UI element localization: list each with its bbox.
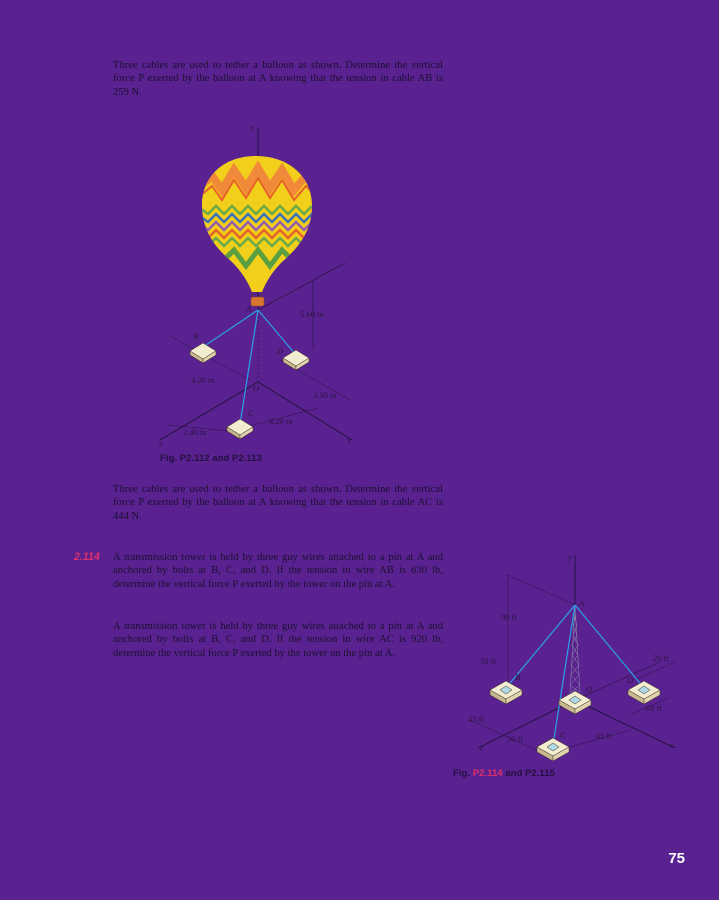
fig2-dim-c-x: 30 ft	[507, 734, 523, 744]
fig1-dim-od-x: 3.30 m	[313, 390, 337, 400]
page-number: 75	[668, 850, 685, 867]
fig1-point-a: A	[246, 304, 252, 314]
problem-2-112-text: Three cables are used to tether a balloon as shown. Determine the vertical force P exerted by the balloon at A knowing that the tension in cable AB is 259 N.	[113, 60, 443, 98]
fig1-point-b: B	[193, 331, 199, 341]
fig1-point-o: O	[253, 383, 260, 393]
problem-2-115-text: A transmission tower is held by three guy wires attached to a pin at A and anchored by bolts at B, C, and D. If the tension in wire AC is 920 lb, determine the vertical force P exerted by the tower on the pin at A.	[113, 621, 443, 659]
fig2-point-o: O	[586, 684, 593, 694]
fig1-point-d: D	[277, 346, 284, 356]
tower	[570, 605, 580, 693]
fig2-dim-d-x: 20 ft	[653, 653, 669, 663]
fig2-dim-b-x: 30 ft	[480, 656, 496, 666]
fig2-point-a: A	[579, 598, 585, 608]
problem-2-114-number: 2.114	[74, 551, 100, 563]
fig1-point-c: C	[248, 408, 254, 418]
fig2-caption-prefix: Fig.	[453, 768, 471, 779]
fig2-dim-height: 90 ft	[501, 612, 517, 622]
problem-2-113-text: Three cables are used to tether a balloon as shown. Determine the vertical force P exerted by the balloon at A knowing that the tension in cable AC is 444 N.	[113, 484, 443, 522]
fig1-axis-y-label: y	[250, 122, 254, 132]
tower-anchor-c	[537, 738, 569, 761]
fig2-point-d: D	[627, 675, 634, 685]
tower-anchor-o	[559, 691, 591, 714]
fig2-axis-x-label: x	[670, 740, 674, 750]
fig2-dim-d-z: 60 ft	[646, 703, 662, 713]
fig1-axis-x-label: x	[347, 435, 351, 445]
fig2-point-b: B	[515, 672, 521, 682]
fig2-caption-suffix: and P2.115	[505, 768, 555, 779]
fig1-dim-oc-x: 4.20 m	[269, 416, 293, 426]
fig2-axis-z-label: z	[480, 742, 484, 752]
fig1-dim-oc-z: 2.40 m	[183, 427, 207, 437]
fig1-dim-ob-x: 4.20 m	[191, 375, 215, 385]
fig2-dim-b-z: 45 ft	[468, 714, 484, 724]
fig2-axis-y-label: y	[568, 552, 572, 562]
fig2-caption	[453, 768, 555, 779]
tower-anchor-b	[490, 681, 522, 704]
fig2-point-c: C	[560, 730, 566, 740]
problem-2-114-text: A transmission tower is held by three guy wires attached to a pin at A and anchored by bolts at B, C, and D. If the tension in wire AB is 630 lb, determine the vertical force P exerted by the tower on the pin at A.	[113, 552, 443, 590]
fig1-caption: Fig. P2.112 and P2.113	[160, 453, 262, 464]
fig2-dim-c-dx: 65 ft	[596, 731, 612, 741]
fig1-dim-height: 5.60 m	[300, 309, 324, 319]
fig1-axis-z-label: z	[159, 439, 163, 449]
fig2-caption-highlight: P2.114	[472, 768, 503, 779]
